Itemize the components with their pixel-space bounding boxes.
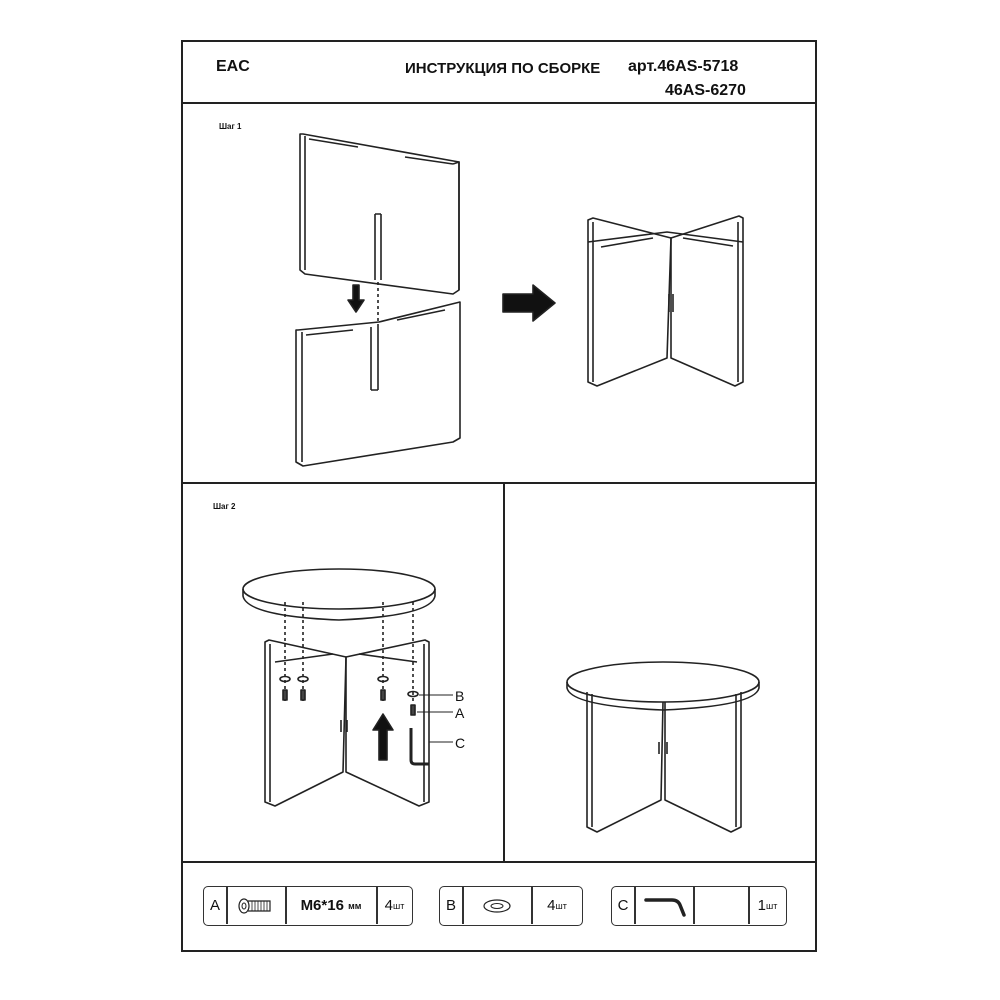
washer-icon	[463, 887, 531, 924]
part-a-qty: 4	[384, 897, 393, 914]
assembled-table	[567, 662, 759, 832]
arrow-up-icon	[373, 714, 393, 760]
page-title: ИНСТРУКЦИЯ ПО СБОРКЕ	[405, 60, 601, 77]
part-a-qty-unit: шт	[393, 900, 405, 911]
eac-mark: EAC	[216, 58, 250, 75]
callout-b: B	[455, 688, 465, 704]
part-c-letter: C	[617, 897, 629, 914]
part-a-spec-unit: мм	[348, 900, 362, 911]
part-a-row	[203, 886, 413, 926]
part-b-qty: 4	[547, 897, 556, 914]
table-top-disc	[243, 569, 435, 620]
part-a-letter: A	[209, 897, 220, 914]
hex-key-drawing	[411, 728, 429, 764]
part-b-row	[439, 886, 583, 926]
callout-a: A	[455, 705, 465, 721]
part-c-qty-unit: шт	[766, 900, 778, 911]
step1-label: Шаг 1	[219, 122, 242, 131]
step2-label: Шаг 2	[213, 502, 236, 511]
hex-key-icon	[635, 887, 693, 924]
part-b-letter: B	[445, 897, 456, 914]
part-c-row	[611, 886, 787, 926]
bolt-icon	[227, 887, 285, 924]
hardware-markers	[280, 677, 418, 716]
step2-illustration	[183, 42, 815, 862]
table-base	[265, 640, 429, 806]
part-b-qty-unit: шт	[555, 900, 567, 911]
article-number-1: арт.46AS-5718	[628, 58, 739, 75]
part-a-spec: M6*16	[300, 897, 344, 914]
instruction-sheet	[181, 40, 817, 952]
article-number-2: 46AS-6270	[665, 82, 746, 99]
part-c-qty: 1	[757, 897, 766, 914]
callout-c: C	[455, 735, 466, 751]
